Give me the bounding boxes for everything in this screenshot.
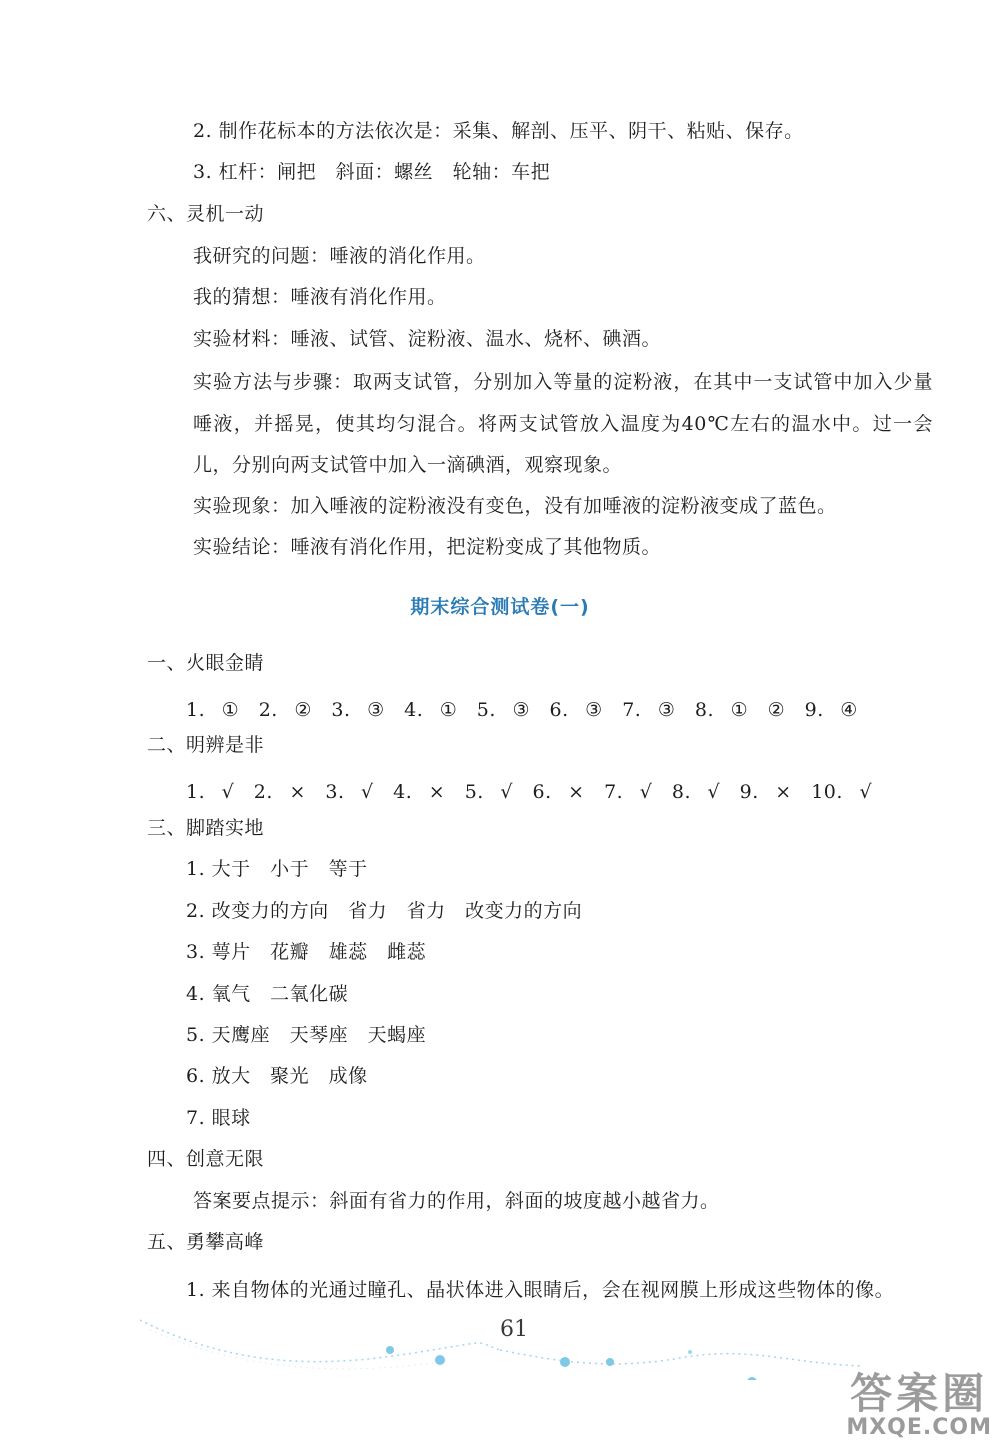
part-3-item: 5. 天鹰座 天琴座 天蝎座 <box>186 1024 427 1046</box>
part-3-item: 4. 氧气 二氧化碳 <box>186 983 349 1005</box>
answer-line-3: 3. 杠杆：闸把 斜面：螺丝 轮轴：车把 <box>193 161 551 183</box>
materials: 实验材料：唾液、试管、淀粉液、温水、烧杯、碘酒。 <box>193 328 662 350</box>
part-3-item: 7. 眼球 <box>186 1107 251 1129</box>
part-4-heading: 四、创意无限 <box>147 1148 265 1170</box>
part-4-answer: 答案要点提示：斜面有省力的作用，斜面的坡度越小越省力。 <box>193 1190 720 1212</box>
part-2-answers: 1. √ 2. × 3. √ 4. × 5. √ 6. × 7. √ 8. √ 9. × 10. √ <box>186 781 873 803</box>
exam-title: 期末综合测试卷(一) <box>410 596 590 618</box>
hypothesis: 我的猜想：唾液有消化作用。 <box>193 286 447 308</box>
phenomenon: 实验现象：加入唾液的淀粉液没有变色，没有加唾液的淀粉液变成了蓝色。 <box>193 495 837 517</box>
part-5-heading: 五、勇攀高峰 <box>147 1231 265 1253</box>
page-number: 61 <box>500 1317 528 1342</box>
part-3-item: 3. 萼片 花瓣 雄蕊 雌蕊 <box>186 941 427 963</box>
part-1-answers: 1. ① 2. ② 3. ③ 4. ① 5. ③ 6. ③ 7. ③ 8. ① ② 9. ④ <box>186 699 858 721</box>
part-3-heading: 三、脚踏实地 <box>147 817 265 839</box>
part-3-item: 1. 大于 小于 等于 <box>186 858 368 880</box>
part-1-heading: 一、火眼金睛 <box>147 652 265 674</box>
answer-line-2: 2. 制作花标本的方法依次是：采集、解剖、压平、阴干、粘贴、保存。 <box>193 120 804 142</box>
watermark-url: MXQE.COM <box>846 1415 992 1440</box>
watermark-logo: 答案圈 <box>850 1369 989 1418</box>
part-5-item-1: 1. 来自物体的光通过瞳孔、晶状体进入眼睛后，会在视网膜上形成这些物体的像。 <box>186 1279 895 1301</box>
method-steps: 实验方法与步骤：取两支试管，分别加入等量的淀粉液，在其中一支试管中加入少量唾液，并摇晃，使其均匀混合。将两支试管放入温度为40℃左右的温水中。过一会儿，分别向两支试管中加入一滴碘酒，观察现象。 <box>193 371 933 476</box>
section-6-heading: 六、灵机一动 <box>147 203 265 225</box>
part-3-item: 2. 改变力的方向 省力 省力 改变力的方向 <box>186 900 583 922</box>
conclusion: 实验结论：唾液有消化作用，把淀粉变成了其他物质。 <box>193 536 662 558</box>
research-question: 我研究的问题：唾液的消化作用。 <box>193 245 486 267</box>
part-3-item: 6. 放大 聚光 成像 <box>186 1065 368 1087</box>
site-watermark <box>846 1369 992 1440</box>
part-2-heading: 二、明辨是非 <box>147 734 265 756</box>
